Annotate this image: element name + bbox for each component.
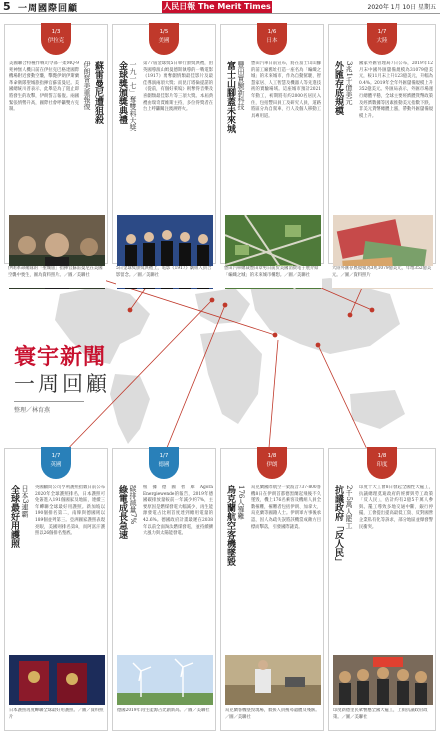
card-caption: 大陸外匯存底規模為3兆1079億美元，年增352億美元。／圖／資料照片: [332, 266, 434, 288]
card-title: 全球最好用護照: [9, 485, 19, 548]
date-badge: 1/8 印度: [367, 447, 397, 479]
card-caption: 伊朗革命衛隊的「聖城旅」指揮官蘇雷曼尼在美國空襲中喪生，圖為資料照片。／圖／美聯社: [8, 266, 106, 288]
date-badge: 1/7 大陸: [367, 23, 397, 55]
card-photo: [225, 655, 321, 705]
card-body: 美國聯合特種作戰司令部一架MQ-9死神無人機日前在伊拉克巴格達國際機場附近發動空襲，擊斃伊朗伊斯蘭革命衛隊聖城旅指揮官蘇雷曼尼。美國總統川普表示，此舉是為了阻止即將發生的攻擊，伊朗誓言報復。兩國緊張情勢升高，國際社會呼籲雙方克制。: [9, 61, 79, 113]
card-caption: 5日金球獎頒獎典禮上，電影《1917》劇組人員合影留念。／圖／美聯社: [116, 266, 214, 288]
card-subtitle: 日本3連霸: [21, 485, 29, 518]
card-title: 金球獎頒獎典禮: [117, 61, 127, 124]
card-caption: 印度新德里民眾響應全國大罷工，上街抗議政府政策。／圖／美聯社: [333, 708, 428, 720]
card-title: 烏克蘭航空客機墜毀: [225, 485, 235, 566]
news-card-usa[interactable]: [112, 24, 216, 264]
card-body: 根據德國智庫Agora Energiewende的報告，2019年德國碳排放量較前一年減少約7%，主要原因是燃煤發電大幅減少，再生能源發電占比則首度達到總用電量的42.6%。德國政府計畫最遲在2038年以前全面淘汰燃煤發電，並持續擴大風力與太陽能發電。: [143, 485, 213, 537]
card-title: 綠電成長急速: [117, 485, 127, 539]
news-card-iran[interactable]: [220, 448, 324, 731]
card-subtitle: 2千5萬人罷工: [345, 485, 353, 529]
date-badge: 1/5 美國: [149, 23, 179, 55]
card-body: 第77屆金球獎5日舉行頒獎典禮，由英國導演山姆曼德斯執導的一戰電影《1917》勇奪劇情類最佳影片及最佳導演兩項大獎；而昆汀塔倫提諾的《從前，有個好萊塢》則奪得音樂及喜劇類最佳影片等三項大獎。本屆典禮由瑞奇賈維斯主持，多位得獎者在台上呼籲關注澳洲野火。: [143, 61, 213, 113]
news-card-japan[interactable]: [220, 24, 324, 264]
issue-date: 2020年 1月 10日 星期五: [367, 4, 436, 11]
news-card-china[interactable]: [328, 24, 436, 264]
card-body: 烏克蘭國際航空一架波音737-800客機8日在伊朗首都德黑蘭起飛後不久墜毀，機上176名乘客及機組人員全數罹難，罹難者包括伊朗、加拿大、烏克蘭等國籍人士。伊朗軍方事後承認，因人為疏失誤將該機當成敵方目標而擊落，引發國際譴責。: [251, 485, 321, 530]
card-caption: 豐田汽車總裁豐田章男日前於美國消費電子展介紹「編織之城」的未來城市構想。／圖／美聯社: [224, 266, 322, 288]
photo-wind-turbines: [117, 655, 213, 705]
news-card-uk[interactable]: [4, 448, 108, 731]
card-caption: 日本護照再度蟬聯全球最好用護照。／圖／資料照片: [9, 708, 104, 720]
title-divider: [14, 401, 84, 402]
card-body: 英國顧問公司亨利護照指數日前公布2020年全球護照排名，日本護照可免簽進入191個國家及地區，連續三年蟬聯全球最好用護照。新加坡以190個排名第二，南韓與德國則以189個並列第三。亞洲國家護照表現亮眼，美國則排名第8，而阿富汗護照以26個排名墊底。: [35, 485, 105, 537]
card-subtitle: 豐田實驗新科技: [237, 61, 245, 110]
date-badge: 1/7 英國: [41, 447, 71, 479]
photo-protest-crowd: [333, 655, 433, 705]
editor-credit: 整理／林育燕: [14, 407, 51, 414]
date-badge: 1/7 德國: [149, 447, 179, 479]
card-body: 豐田汽車日前宣布，將在富士山山腳的前工廠舊址打造一座名為「編織之城」的未來城市，作為自動駕駛、智慧家居、人工智慧及機器人等先進技術的實驗場域。這座城市預計2021年動工，初期將有約2000名居民入住，包括豐田員工及研究人員，道路將區分為自駕車、行人及個人移動工具專用道。: [251, 61, 321, 119]
card-caption: 烏克蘭客機墜毀現場，救援人員搜尋遺體及殘骸。／圖／美聯社: [225, 708, 320, 720]
news-card-germany[interactable]: [112, 448, 216, 731]
date-badge: 1/6 日本: [257, 23, 287, 55]
card-photo: [117, 655, 213, 705]
date-badge: 1/8 伊朗: [257, 447, 287, 479]
photo-passports: [9, 655, 105, 705]
card-photo: [333, 655, 433, 705]
card-title: 蘇雷曼尼遭狙殺: [93, 61, 103, 124]
card-title: 抗議政府「反人民」: [333, 485, 343, 566]
card-title: 外匯存底規模: [333, 61, 343, 115]
card-subtitle: 176人罹難: [237, 485, 245, 520]
feature-subtitle: 一周回顧: [14, 372, 110, 396]
card-title: 富士山腳蓋未來城: [225, 61, 235, 133]
card-body: 國家外匯管理局7日公布，2019年12月末中國外匯儲備規模為31079億美元，較11月末上升123億美元，升幅為0.4%。2019年全年外匯儲備規模上升352億美元。外匯局表示，外匯市場運行總體平穩，全球主要經濟體貨幣政策及經濟數據等因素推動美元指數下跌，非美元貨幣總體上漲，帶動外匯儲備規模上升。: [359, 61, 433, 119]
news-card-iraq[interactable]: [4, 24, 108, 264]
page-number: 5: [3, 0, 11, 13]
card-photo: [9, 655, 105, 705]
date-badge: 1/3 伊拉克: [41, 23, 71, 55]
card-subtitle: 3兆1千億美元: [345, 61, 353, 105]
section-title: 一周國際回顧: [18, 4, 79, 14]
card-body: 印度十大工會8日發起全國性大罷工，抗議總理莫迪政府的經濟與勞工政策「反人民」，估計約有2億5千萬人參與。罷工導致多地交通中斷、銀行停擺，工會提出提高最低工資、反對國營企業私有化等訴求，部分地區並爆發警民衝突。: [359, 485, 433, 530]
photo-crash-site: [225, 655, 321, 705]
news-card-india[interactable]: [328, 448, 436, 731]
newspaper-logo: 人民日報 The Merit Times: [163, 2, 271, 11]
card-caption: 德國2019年再生能源占比創新高。／圖／美聯社: [117, 708, 210, 713]
card-subtitle: 伊朗誓美重報復: [83, 61, 91, 110]
feature-title: 寰宇新聞: [14, 344, 107, 370]
card-subtitle: 碳排減量7%: [129, 485, 137, 525]
card-subtitle: 一九一七」奪雙料大獎: [129, 61, 137, 131]
